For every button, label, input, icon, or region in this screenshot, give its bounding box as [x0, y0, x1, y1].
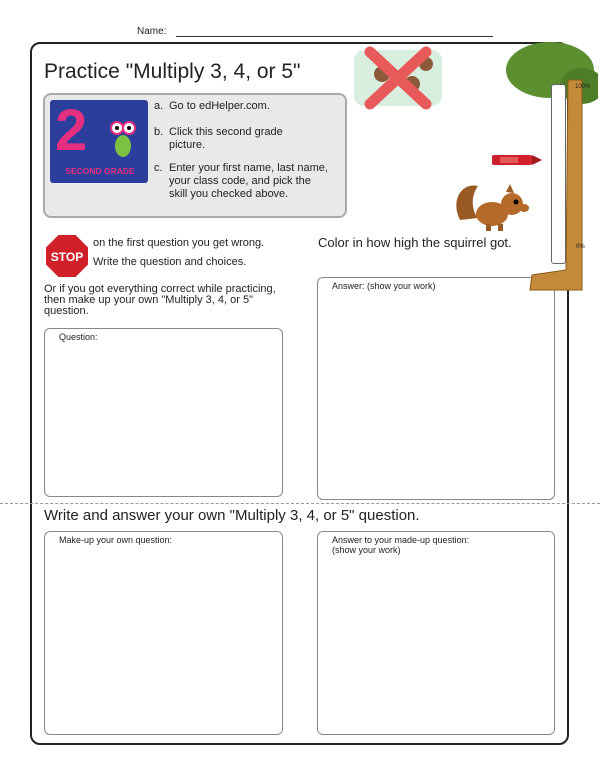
- makeup-question-box[interactable]: [44, 531, 283, 735]
- step-text: Go to edHelper.com.: [169, 100, 270, 112]
- wrong-x-icon: [352, 44, 444, 110]
- page-title: Practice "Multiply 3, 4, or 5": [44, 60, 301, 83]
- crayon-icon: [490, 152, 544, 168]
- meter-top-label: 100%: [575, 84, 591, 90]
- step-text: Click this second grade picture.: [169, 126, 283, 151]
- tree-illustration: [470, 40, 598, 300]
- makeup-answer-label: Answer to your made-up question: (show your work): [332, 535, 470, 555]
- answer-label: Answer: (show your work): [332, 281, 436, 291]
- step-c: [154, 162, 334, 214]
- step-letter: a.: [154, 100, 164, 112]
- squirrel-heading: Color in how high the squirrel got.: [318, 235, 512, 250]
- answer-box[interactable]: [317, 277, 555, 500]
- stop-instruction-2: Write the question and choices.: [93, 256, 247, 268]
- or-instruction: Or if you got everything correct while practicing, then make up your own "Multiply 3, 4, or 5" question.: [44, 283, 276, 317]
- cut-line: [0, 503, 600, 504]
- height-meter[interactable]: [551, 84, 566, 264]
- stop-sign-text: STOP: [50, 250, 84, 264]
- step-a: [154, 100, 334, 114]
- meter-bottom-label: 0%: [576, 244, 585, 250]
- monster-icon: [108, 118, 138, 160]
- step-text: Enter your first name, last name, your class code, and pick the skill you checked above.: [169, 162, 328, 200]
- stop-instruction-1: on the first question you get wrong.: [93, 237, 265, 249]
- badge-text: SECOND GRADE: [65, 166, 135, 176]
- stop-sign-icon: [44, 233, 90, 279]
- makeup-question-label: Make-up your own question:: [59, 535, 173, 545]
- question-box[interactable]: [44, 328, 283, 497]
- step-letter: b.: [154, 126, 164, 138]
- name-label: Name:: [137, 26, 167, 37]
- step-letter: c.: [154, 162, 163, 174]
- badge-number: 2: [55, 98, 88, 163]
- question-label: Question:: [59, 332, 98, 342]
- name-line[interactable]: [176, 36, 493, 37]
- step-b: [154, 126, 334, 154]
- makeup-answer-box[interactable]: [317, 531, 555, 735]
- squirrel-icon: [452, 180, 534, 234]
- write-heading: Write and answer your own "Multiply 3, 4, or 5" question.: [44, 507, 420, 524]
